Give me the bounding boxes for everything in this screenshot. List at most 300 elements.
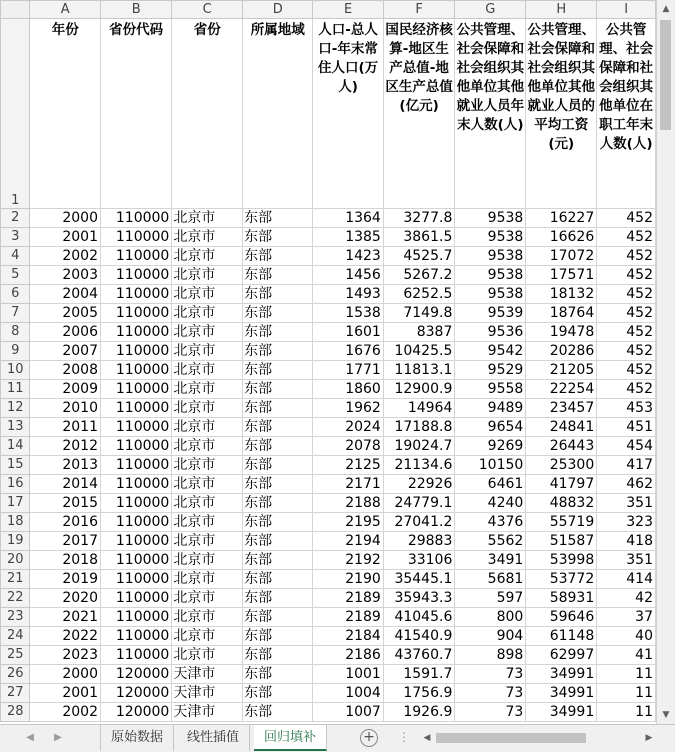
cell-d[interactable]: 东部 <box>243 209 313 228</box>
cell-d[interactable]: 东部 <box>243 703 313 722</box>
cell-i[interactable]: 323 <box>597 513 656 532</box>
cell-e[interactable]: 2194 <box>313 532 384 551</box>
cell-h[interactable]: 62997 <box>526 646 597 665</box>
row-number[interactable]: 22 <box>1 589 30 608</box>
cell-h[interactable]: 16227 <box>526 209 597 228</box>
cell-e[interactable]: 1601 <box>313 323 384 342</box>
cell-f[interactable]: 29883 <box>383 532 455 551</box>
cell-f[interactable]: 1591.7 <box>383 665 455 684</box>
cell-h[interactable]: 48832 <box>526 494 597 513</box>
cell-d[interactable]: 东部 <box>243 608 313 627</box>
row-number[interactable]: 19 <box>1 532 30 551</box>
cell-a[interactable]: 2018 <box>30 551 101 570</box>
cell-b[interactable]: 110000 <box>101 475 172 494</box>
cell-b[interactable]: 110000 <box>101 551 172 570</box>
cell-i[interactable]: 451 <box>597 418 656 437</box>
cell-f[interactable]: 10425.5 <box>383 342 455 361</box>
cell-c[interactable]: 北京市 <box>172 342 243 361</box>
cell-b[interactable]: 120000 <box>101 665 172 684</box>
row-number[interactable]: 16 <box>1 475 30 494</box>
sheet-tab-original[interactable]: 原始数据 <box>100 725 174 751</box>
cell-a[interactable]: 2010 <box>30 399 101 418</box>
cell-d[interactable]: 东部 <box>243 513 313 532</box>
cell-c[interactable]: 天津市 <box>172 684 243 703</box>
cell-i[interactable]: 11 <box>597 684 656 703</box>
cell-f[interactable]: 11813.1 <box>383 361 455 380</box>
cell-a[interactable]: 2019 <box>30 570 101 589</box>
cell-d[interactable]: 东部 <box>243 304 313 323</box>
cell-h[interactable]: 25300 <box>526 456 597 475</box>
cell-e[interactable]: 2195 <box>313 513 384 532</box>
cell-d[interactable]: 东部 <box>243 247 313 266</box>
cell-i[interactable]: 414 <box>597 570 656 589</box>
cell-f[interactable]: 12900.9 <box>383 380 455 399</box>
cell-d[interactable]: 东部 <box>243 342 313 361</box>
cell-b[interactable]: 110000 <box>101 646 172 665</box>
scroll-down-icon[interactable]: ▼ <box>662 710 670 720</box>
cell-a[interactable]: 2008 <box>30 361 101 380</box>
cell-f[interactable]: 1756.9 <box>383 684 455 703</box>
cell-f[interactable]: 33106 <box>383 551 455 570</box>
column-header-i[interactable]: I <box>597 1 656 19</box>
column-header-e[interactable]: E <box>313 1 384 19</box>
column-header-d[interactable]: D <box>243 1 313 19</box>
cell-b[interactable]: 110000 <box>101 380 172 399</box>
cell-b[interactable]: 110000 <box>101 266 172 285</box>
cell-b[interactable]: 110000 <box>101 323 172 342</box>
cell-a[interactable]: 2017 <box>30 532 101 551</box>
cell-h[interactable]: 59646 <box>526 608 597 627</box>
cell-a[interactable]: 2003 <box>30 266 101 285</box>
cell-i[interactable]: 42 <box>597 589 656 608</box>
cell-g[interactable]: 9558 <box>455 380 526 399</box>
cell-i[interactable]: 11 <box>597 665 656 684</box>
cell-i[interactable]: 452 <box>597 209 656 228</box>
cell-f[interactable]: 27041.2 <box>383 513 455 532</box>
cell-f[interactable]: 1926.9 <box>383 703 455 722</box>
cell-b[interactable]: 110000 <box>101 209 172 228</box>
cell-c[interactable]: 北京市 <box>172 266 243 285</box>
row-number[interactable]: 17 <box>1 494 30 513</box>
cell-g[interactable]: 9269 <box>455 437 526 456</box>
cell-g[interactable]: 9539 <box>455 304 526 323</box>
cell-h[interactable]: 19478 <box>526 323 597 342</box>
cell-f[interactable]: 6252.5 <box>383 285 455 304</box>
cell-i[interactable]: 37 <box>597 608 656 627</box>
row-number[interactable]: 4 <box>1 247 30 266</box>
cell-c[interactable]: 北京市 <box>172 551 243 570</box>
cell-b[interactable]: 110000 <box>101 513 172 532</box>
cell-d[interactable]: 东部 <box>243 266 313 285</box>
cell-i[interactable]: 41 <box>597 646 656 665</box>
cell-i[interactable]: 351 <box>597 551 656 570</box>
cell-c[interactable]: 北京市 <box>172 247 243 266</box>
cell-c[interactable]: 北京市 <box>172 437 243 456</box>
cell-c[interactable]: 北京市 <box>172 513 243 532</box>
cell-c[interactable]: 北京市 <box>172 304 243 323</box>
cell-i[interactable]: 452 <box>597 228 656 247</box>
cell-g[interactable]: 73 <box>455 703 526 722</box>
cell-g[interactable]: 9538 <box>455 228 526 247</box>
header-cell-region[interactable]: 所属地域 <box>243 19 313 209</box>
cell-b[interactable]: 110000 <box>101 304 172 323</box>
header-cell-year[interactable]: 年份 <box>30 19 101 209</box>
cell-h[interactable]: 23457 <box>526 399 597 418</box>
cell-g[interactable]: 10150 <box>455 456 526 475</box>
cell-e[interactable]: 2125 <box>313 456 384 475</box>
cell-f[interactable]: 24779.1 <box>383 494 455 513</box>
cell-e[interactable]: 2189 <box>313 608 384 627</box>
cell-i[interactable]: 40 <box>597 627 656 646</box>
cell-b[interactable]: 110000 <box>101 285 172 304</box>
cell-c[interactable]: 北京市 <box>172 285 243 304</box>
row-number[interactable]: 1 <box>1 19 30 209</box>
cell-d[interactable]: 东部 <box>243 570 313 589</box>
cell-a[interactable]: 2016 <box>30 513 101 532</box>
cell-f[interactable]: 5267.2 <box>383 266 455 285</box>
cell-b[interactable]: 110000 <box>101 247 172 266</box>
row-number[interactable]: 5 <box>1 266 30 285</box>
cell-a[interactable]: 2020 <box>30 589 101 608</box>
cell-c[interactable]: 北京市 <box>172 323 243 342</box>
cell-e[interactable]: 2024 <box>313 418 384 437</box>
cell-d[interactable]: 东部 <box>243 665 313 684</box>
cell-d[interactable]: 东部 <box>243 494 313 513</box>
cell-c[interactable]: 北京市 <box>172 570 243 589</box>
cell-e[interactable]: 1007 <box>313 703 384 722</box>
cell-e[interactable]: 1538 <box>313 304 384 323</box>
cell-c[interactable]: 北京市 <box>172 475 243 494</box>
header-cell-other-employees[interactable]: 公共管理、社会保障和社会组织其他单位其他就业人员年末人数(人) <box>455 19 526 209</box>
cell-g[interactable]: 9538 <box>455 266 526 285</box>
cell-e[interactable]: 2190 <box>313 570 384 589</box>
cell-h[interactable]: 55719 <box>526 513 597 532</box>
cell-f[interactable]: 35445.1 <box>383 570 455 589</box>
cell-d[interactable]: 东部 <box>243 532 313 551</box>
cell-c[interactable]: 北京市 <box>172 494 243 513</box>
cell-h[interactable]: 58931 <box>526 589 597 608</box>
cell-b[interactable]: 110000 <box>101 456 172 475</box>
tab-splitter-handle[interactable]: ⋮ <box>398 730 409 744</box>
cell-g[interactable]: 6461 <box>455 475 526 494</box>
cell-b[interactable]: 110000 <box>101 608 172 627</box>
cell-a[interactable]: 2009 <box>30 380 101 399</box>
cell-f[interactable]: 3277.8 <box>383 209 455 228</box>
vertical-scroll-thumb[interactable] <box>660 20 671 130</box>
cell-f[interactable]: 4525.7 <box>383 247 455 266</box>
cell-i[interactable]: 462 <box>597 475 656 494</box>
cell-b[interactable]: 110000 <box>101 494 172 513</box>
cell-h[interactable]: 24841 <box>526 418 597 437</box>
cell-a[interactable]: 2005 <box>30 304 101 323</box>
cell-h[interactable]: 53772 <box>526 570 597 589</box>
chevron-left-icon[interactable]: ◀ <box>26 732 34 743</box>
cell-h[interactable]: 18132 <box>526 285 597 304</box>
row-number[interactable]: 25 <box>1 646 30 665</box>
header-cell-staff-count[interactable]: 公共管理、社会保障和社会组织其他单位在职工年末人数(人) <box>597 19 656 209</box>
horizontal-scroll-thumb[interactable] <box>436 733 586 743</box>
row-number[interactable]: 11 <box>1 380 30 399</box>
cell-d[interactable]: 东部 <box>243 684 313 703</box>
cell-i[interactable]: 452 <box>597 266 656 285</box>
cell-e[interactable]: 2188 <box>313 494 384 513</box>
plus-circle-icon[interactable]: + <box>360 729 378 747</box>
cell-h[interactable]: 34991 <box>526 684 597 703</box>
column-header-b[interactable]: B <box>101 1 172 19</box>
cell-i[interactable]: 454 <box>597 437 656 456</box>
cell-c[interactable]: 北京市 <box>172 456 243 475</box>
cell-e[interactable]: 2171 <box>313 475 384 494</box>
cell-i[interactable]: 417 <box>597 456 656 475</box>
cell-a[interactable]: 2012 <box>30 437 101 456</box>
header-cell-population[interactable]: 人口-总人口-年末常住人口(万人) <box>313 19 384 209</box>
cell-g[interactable]: 904 <box>455 627 526 646</box>
cell-f[interactable]: 22926 <box>383 475 455 494</box>
cell-h[interactable]: 20286 <box>526 342 597 361</box>
cell-i[interactable]: 418 <box>597 532 656 551</box>
cell-d[interactable]: 东部 <box>243 475 313 494</box>
cell-d[interactable]: 东部 <box>243 646 313 665</box>
row-number[interactable]: 21 <box>1 570 30 589</box>
cell-g[interactable]: 9538 <box>455 285 526 304</box>
cell-e[interactable]: 2186 <box>313 646 384 665</box>
cell-c[interactable]: 北京市 <box>172 228 243 247</box>
cell-e[interactable]: 1962 <box>313 399 384 418</box>
cell-i[interactable]: 452 <box>597 247 656 266</box>
chevron-right-icon[interactable]: ▶ <box>54 732 62 743</box>
cell-c[interactable]: 北京市 <box>172 627 243 646</box>
cell-i[interactable]: 351 <box>597 494 656 513</box>
cell-f[interactable]: 19024.7 <box>383 437 455 456</box>
row-number[interactable]: 9 <box>1 342 30 361</box>
cell-d[interactable]: 东部 <box>243 228 313 247</box>
cell-e[interactable]: 2189 <box>313 589 384 608</box>
cell-e[interactable]: 1493 <box>313 285 384 304</box>
cell-a[interactable]: 2013 <box>30 456 101 475</box>
cell-d[interactable]: 东部 <box>243 589 313 608</box>
cell-e[interactable]: 1364 <box>313 209 384 228</box>
row-number[interactable]: 7 <box>1 304 30 323</box>
row-number[interactable]: 3 <box>1 228 30 247</box>
cell-g[interactable]: 73 <box>455 665 526 684</box>
cell-d[interactable]: 东部 <box>243 627 313 646</box>
cell-e[interactable]: 1001 <box>313 665 384 684</box>
column-header-a[interactable]: A <box>30 1 101 19</box>
row-number[interactable]: 14 <box>1 437 30 456</box>
row-number[interactable]: 13 <box>1 418 30 437</box>
header-cell-average-wage[interactable]: 公共管理、社会保障和社会组织其他单位其他就业人员的平均工资(元) <box>526 19 597 209</box>
cell-g[interactable]: 898 <box>455 646 526 665</box>
cell-a[interactable]: 2007 <box>30 342 101 361</box>
cell-h[interactable]: 21205 <box>526 361 597 380</box>
cell-f[interactable]: 3861.5 <box>383 228 455 247</box>
cell-g[interactable]: 5562 <box>455 532 526 551</box>
cell-b[interactable]: 120000 <box>101 684 172 703</box>
cell-g[interactable]: 9542 <box>455 342 526 361</box>
cell-a[interactable]: 2006 <box>30 323 101 342</box>
cell-g[interactable]: 597 <box>455 589 526 608</box>
row-number[interactable]: 15 <box>1 456 30 475</box>
cell-g[interactable]: 4376 <box>455 513 526 532</box>
vertical-scrollbar[interactable] <box>656 0 675 724</box>
cell-g[interactable]: 73 <box>455 684 526 703</box>
cell-g[interactable]: 9654 <box>455 418 526 437</box>
cell-g[interactable]: 9536 <box>455 323 526 342</box>
cell-h[interactable]: 61148 <box>526 627 597 646</box>
cell-d[interactable]: 东部 <box>243 551 313 570</box>
row-number[interactable]: 28 <box>1 703 30 722</box>
cell-g[interactable]: 3491 <box>455 551 526 570</box>
cell-a[interactable]: 2015 <box>30 494 101 513</box>
row-number[interactable]: 2 <box>1 209 30 228</box>
cell-h[interactable]: 34991 <box>526 665 597 684</box>
cell-b[interactable]: 120000 <box>101 703 172 722</box>
row-number[interactable]: 10 <box>1 361 30 380</box>
cell-d[interactable]: 东部 <box>243 285 313 304</box>
cell-a[interactable]: 2022 <box>30 627 101 646</box>
cell-c[interactable]: 北京市 <box>172 399 243 418</box>
scroll-left-icon[interactable]: ◀ <box>423 733 431 743</box>
cell-e[interactable]: 1423 <box>313 247 384 266</box>
cell-h[interactable]: 18764 <box>526 304 597 323</box>
cell-d[interactable]: 东部 <box>243 456 313 475</box>
cell-g[interactable]: 9489 <box>455 399 526 418</box>
cell-c[interactable]: 北京市 <box>172 532 243 551</box>
cell-h[interactable]: 16626 <box>526 228 597 247</box>
cell-i[interactable]: 11 <box>597 703 656 722</box>
cell-i[interactable]: 452 <box>597 323 656 342</box>
cell-c[interactable]: 北京市 <box>172 589 243 608</box>
cell-b[interactable]: 110000 <box>101 589 172 608</box>
cell-a[interactable]: 2002 <box>30 703 101 722</box>
cell-a[interactable]: 2014 <box>30 475 101 494</box>
cell-g[interactable]: 4240 <box>455 494 526 513</box>
cell-h[interactable]: 26443 <box>526 437 597 456</box>
cell-h[interactable]: 41797 <box>526 475 597 494</box>
cell-i[interactable]: 452 <box>597 304 656 323</box>
cell-g[interactable]: 800 <box>455 608 526 627</box>
cell-a[interactable]: 2000 <box>30 665 101 684</box>
cell-d[interactable]: 东部 <box>243 323 313 342</box>
cell-a[interactable]: 2011 <box>30 418 101 437</box>
scroll-up-icon[interactable]: ▲ <box>662 4 670 14</box>
cell-d[interactable]: 东部 <box>243 437 313 456</box>
cell-a[interactable]: 2002 <box>30 247 101 266</box>
cell-h[interactable]: 17571 <box>526 266 597 285</box>
cell-e[interactable]: 1676 <box>313 342 384 361</box>
cell-e[interactable]: 2184 <box>313 627 384 646</box>
cell-f[interactable]: 43760.7 <box>383 646 455 665</box>
cell-d[interactable]: 东部 <box>243 399 313 418</box>
cell-b[interactable]: 110000 <box>101 532 172 551</box>
cell-c[interactable]: 北京市 <box>172 646 243 665</box>
cell-b[interactable]: 110000 <box>101 437 172 456</box>
row-number[interactable]: 27 <box>1 684 30 703</box>
column-header-c[interactable]: C <box>172 1 243 19</box>
cell-f[interactable]: 41540.9 <box>383 627 455 646</box>
column-header-h[interactable]: H <box>526 1 597 19</box>
cell-f[interactable]: 14964 <box>383 399 455 418</box>
row-number[interactable]: 24 <box>1 627 30 646</box>
cell-e[interactable]: 1771 <box>313 361 384 380</box>
cell-e[interactable]: 2192 <box>313 551 384 570</box>
cell-c[interactable]: 北京市 <box>172 380 243 399</box>
cell-c[interactable]: 天津市 <box>172 703 243 722</box>
cell-d[interactable]: 东部 <box>243 380 313 399</box>
cell-a[interactable]: 2021 <box>30 608 101 627</box>
cell-i[interactable]: 452 <box>597 342 656 361</box>
cell-h[interactable]: 34991 <box>526 703 597 722</box>
cell-i[interactable]: 453 <box>597 399 656 418</box>
cell-i[interactable]: 452 <box>597 285 656 304</box>
cell-a[interactable]: 2001 <box>30 228 101 247</box>
cell-a[interactable]: 2004 <box>30 285 101 304</box>
cell-f[interactable]: 21134.6 <box>383 456 455 475</box>
header-cell-province[interactable]: 省份 <box>172 19 243 209</box>
row-number[interactable]: 18 <box>1 513 30 532</box>
select-all-corner[interactable] <box>1 1 30 19</box>
row-number[interactable]: 6 <box>1 285 30 304</box>
cell-f[interactable]: 8387 <box>383 323 455 342</box>
cell-e[interactable]: 1004 <box>313 684 384 703</box>
cell-b[interactable]: 110000 <box>101 627 172 646</box>
row-number[interactable]: 23 <box>1 608 30 627</box>
cell-i[interactable]: 452 <box>597 380 656 399</box>
cell-g[interactable]: 9529 <box>455 361 526 380</box>
cell-c[interactable]: 北京市 <box>172 418 243 437</box>
cell-i[interactable]: 452 <box>597 361 656 380</box>
cell-b[interactable]: 110000 <box>101 342 172 361</box>
cell-h[interactable]: 17072 <box>526 247 597 266</box>
row-number[interactable]: 12 <box>1 399 30 418</box>
cell-f[interactable]: 7149.8 <box>383 304 455 323</box>
cell-g[interactable]: 5681 <box>455 570 526 589</box>
cell-d[interactable]: 东部 <box>243 361 313 380</box>
scroll-right-icon[interactable]: ▶ <box>645 733 653 743</box>
cell-a[interactable]: 2001 <box>30 684 101 703</box>
cell-a[interactable]: 2000 <box>30 209 101 228</box>
horizontal-scrollbar[interactable] <box>420 730 656 746</box>
cell-c[interactable]: 北京市 <box>172 209 243 228</box>
cell-a[interactable]: 2023 <box>30 646 101 665</box>
column-header-g[interactable]: G <box>455 1 526 19</box>
header-cell-gdp[interactable]: 国民经济核算-地区生产总值-地区生产总值(亿元) <box>383 19 455 209</box>
cell-d[interactable]: 东部 <box>243 418 313 437</box>
cell-c[interactable]: 北京市 <box>172 361 243 380</box>
sheet-tab-linear-interpolation[interactable]: 线性插值 <box>177 725 250 751</box>
cell-h[interactable]: 22254 <box>526 380 597 399</box>
row-number[interactable]: 20 <box>1 551 30 570</box>
cell-b[interactable]: 110000 <box>101 418 172 437</box>
cell-b[interactable]: 110000 <box>101 228 172 247</box>
cell-e[interactable]: 1456 <box>313 266 384 285</box>
cell-f[interactable]: 17188.8 <box>383 418 455 437</box>
cell-g[interactable]: 9538 <box>455 247 526 266</box>
cell-f[interactable]: 35943.3 <box>383 589 455 608</box>
cell-e[interactable]: 1385 <box>313 228 384 247</box>
cell-c[interactable]: 天津市 <box>172 665 243 684</box>
cell-e[interactable]: 1860 <box>313 380 384 399</box>
cell-e[interactable]: 2078 <box>313 437 384 456</box>
cell-h[interactable]: 51587 <box>526 532 597 551</box>
cell-f[interactable]: 41045.6 <box>383 608 455 627</box>
row-number[interactable]: 26 <box>1 665 30 684</box>
cell-h[interactable]: 53998 <box>526 551 597 570</box>
column-header-f[interactable]: F <box>383 1 455 19</box>
cell-b[interactable]: 110000 <box>101 399 172 418</box>
cell-g[interactable]: 9538 <box>455 209 526 228</box>
cell-b[interactable]: 110000 <box>101 361 172 380</box>
